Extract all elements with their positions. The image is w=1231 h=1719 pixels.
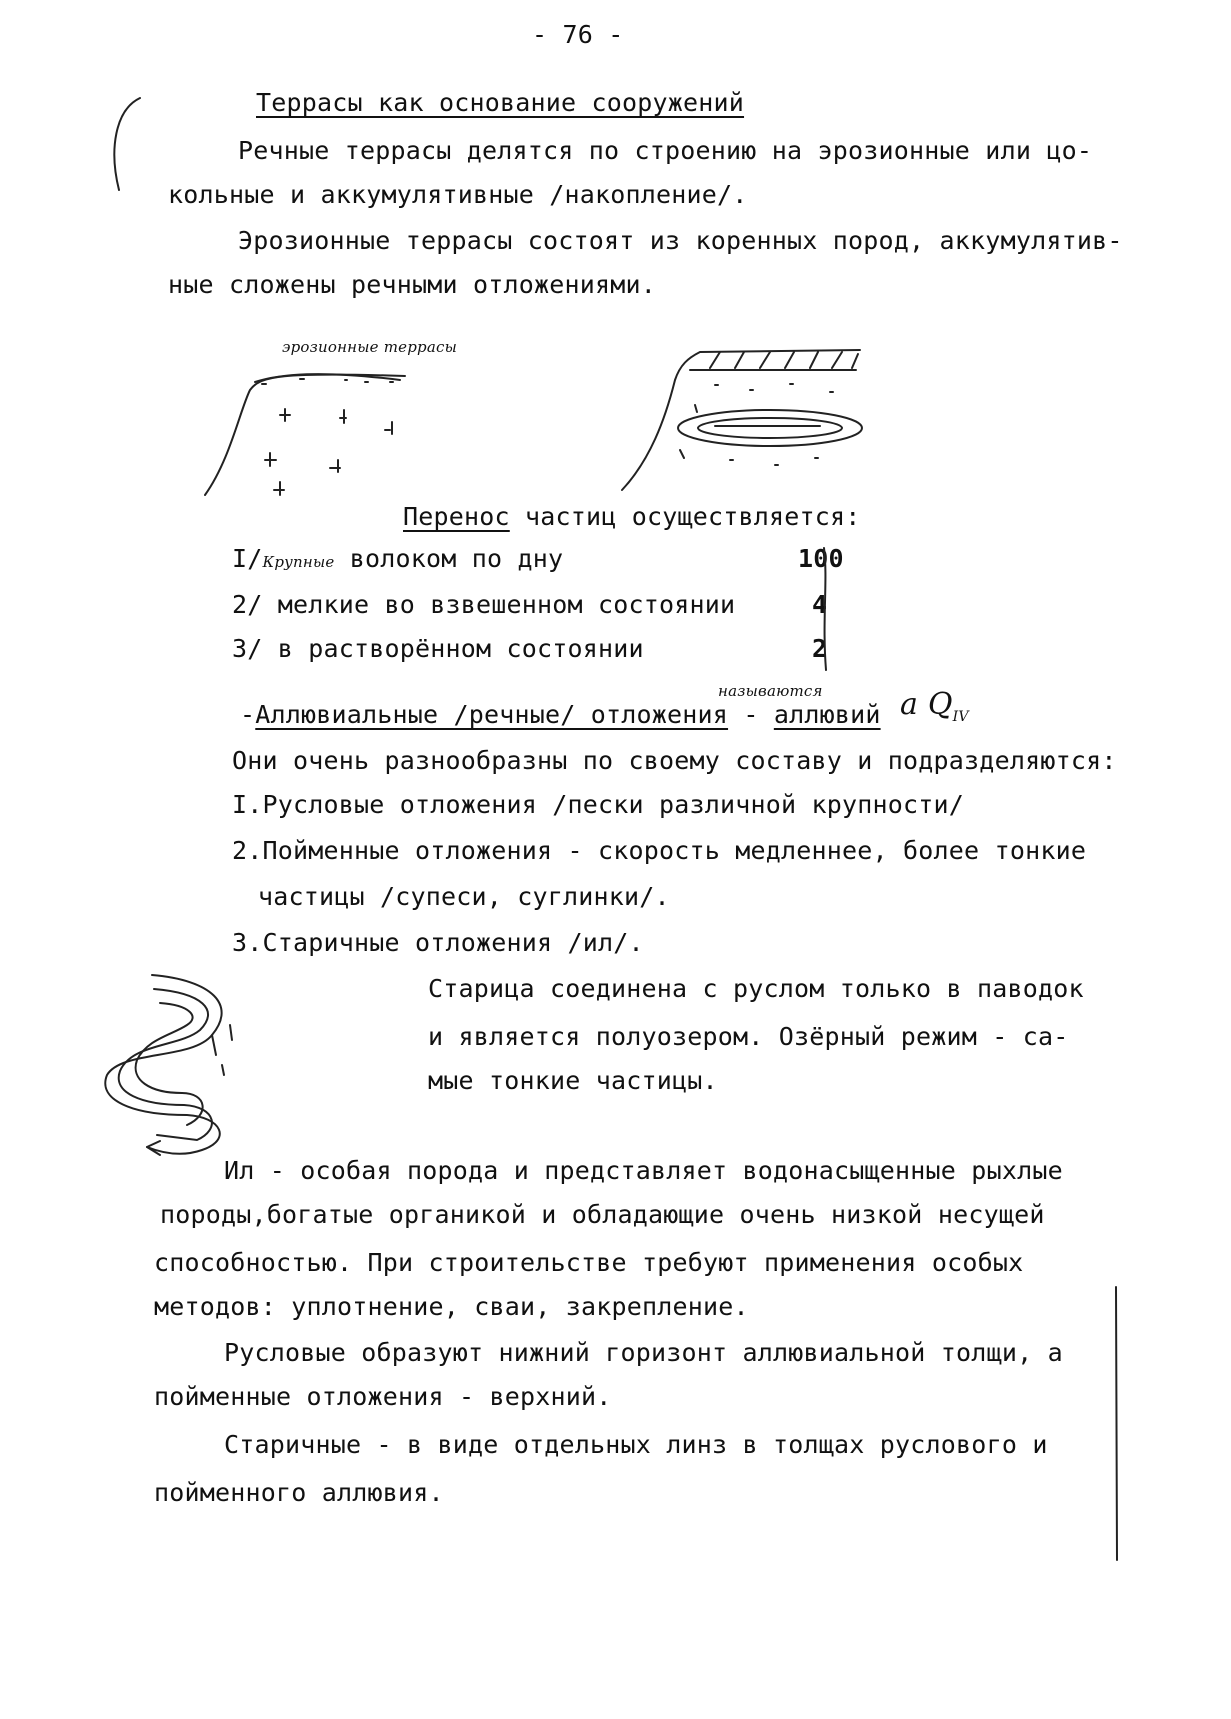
transport-title xyxy=(403,502,861,532)
paragraph-line: способностью. При строительстве требуют применения особых xyxy=(154,1248,1024,1277)
handwritten-note: Крупные xyxy=(262,553,335,571)
list-item: 3.Старичные отложения /ил/. xyxy=(232,928,644,957)
list-item: I.Русловые отложения /пески различной крупности/ xyxy=(232,790,965,819)
transport-title-rest: частиц осуществляется: xyxy=(509,502,861,531)
list-item-value: 100 xyxy=(798,544,844,573)
list-item-text: в растворённом состоянии xyxy=(262,634,644,663)
list-item-value: 2 xyxy=(812,634,828,663)
alluvium-prefix: - xyxy=(240,700,256,729)
section-heading: Террасы как основание сооружений xyxy=(256,88,745,117)
paragraph-line: ные сложены речными отложениями. xyxy=(168,270,657,299)
list-item-number: I/ xyxy=(232,544,263,573)
handwritten-note: называются xyxy=(718,682,823,700)
list-item-number: 3/ xyxy=(232,634,263,663)
paragraph-line: Они очень разнообразны по своему составу и подразделяются: xyxy=(232,746,1117,775)
alluvium-symbol-main: a Q xyxy=(900,687,953,722)
erosion-terrace-sketch xyxy=(200,360,430,510)
paragraph-line: Русловые образуют нижний горизонт аллювиальной толщи, а xyxy=(224,1338,1063,1367)
value-column-stroke xyxy=(818,540,838,680)
alluvium-word: аллювий xyxy=(773,700,881,729)
accumulative-terrace-sketch xyxy=(620,340,890,500)
sketch-label: эрозионные террасы xyxy=(282,338,457,356)
alluvium-underlined: Аллювиальные /речные/ отложения xyxy=(255,700,729,729)
list-item: 2.Пойменные отложения - скорость медленнее, более тонкие xyxy=(232,836,1087,865)
page-number: - 76 - xyxy=(532,20,624,49)
list-item-text: волоком по дну xyxy=(334,544,564,573)
meander-sketch xyxy=(92,965,262,1165)
list-item-number: 2/ xyxy=(232,590,263,619)
paragraph-line: Старичные - в виде отдельных линз в толщах руслового и xyxy=(224,1430,1048,1459)
paragraph-line: пойменные отложения - верхний. xyxy=(154,1382,612,1411)
paragraph-line: Старица соединена с руслом только в паводок xyxy=(428,974,1084,1003)
alluvium-symbol xyxy=(900,687,969,732)
alluvium-dash: - xyxy=(728,700,774,729)
margin-line xyxy=(1112,1285,1122,1565)
list-item-text: мелкие во взвешенном состоянии xyxy=(262,590,736,619)
paragraph-line: мые тонкие частицы. xyxy=(428,1066,718,1095)
paragraph-line: породы,богатые органикой и обладающие очень низкой несущей xyxy=(160,1200,1045,1229)
list-item-value: 4 xyxy=(812,590,828,619)
alluvium-line xyxy=(240,700,881,730)
paragraph-line: Речные террасы делятся по строению на эрозионные или цо- xyxy=(238,136,1093,165)
list-item xyxy=(232,634,644,664)
paragraph-line: кольные и аккумулятивные /накопление/. xyxy=(168,180,748,209)
alluvium-symbol-sub: IV xyxy=(952,709,969,725)
paragraph-line: пойменного аллювия. xyxy=(154,1478,444,1507)
paragraph-line: методов: уплотнение, сваи, закрепление. xyxy=(154,1292,749,1321)
list-item: частицы /супеси, суглинки/. xyxy=(258,882,670,911)
paragraph-line: и является полуозером. Озёрный режим - са- xyxy=(428,1022,1069,1051)
list-item xyxy=(232,590,735,620)
paragraph-line: Ил - особая порода и представляет водонасыщенные рыхлые xyxy=(224,1156,1063,1185)
paragraph-line: Эрозионные террасы состоят из коренных пород, аккумулятив- xyxy=(238,226,1123,255)
transport-title-underlined: Перенос xyxy=(403,502,510,531)
list-item xyxy=(232,544,563,577)
margin-bracket-mark xyxy=(105,90,145,230)
